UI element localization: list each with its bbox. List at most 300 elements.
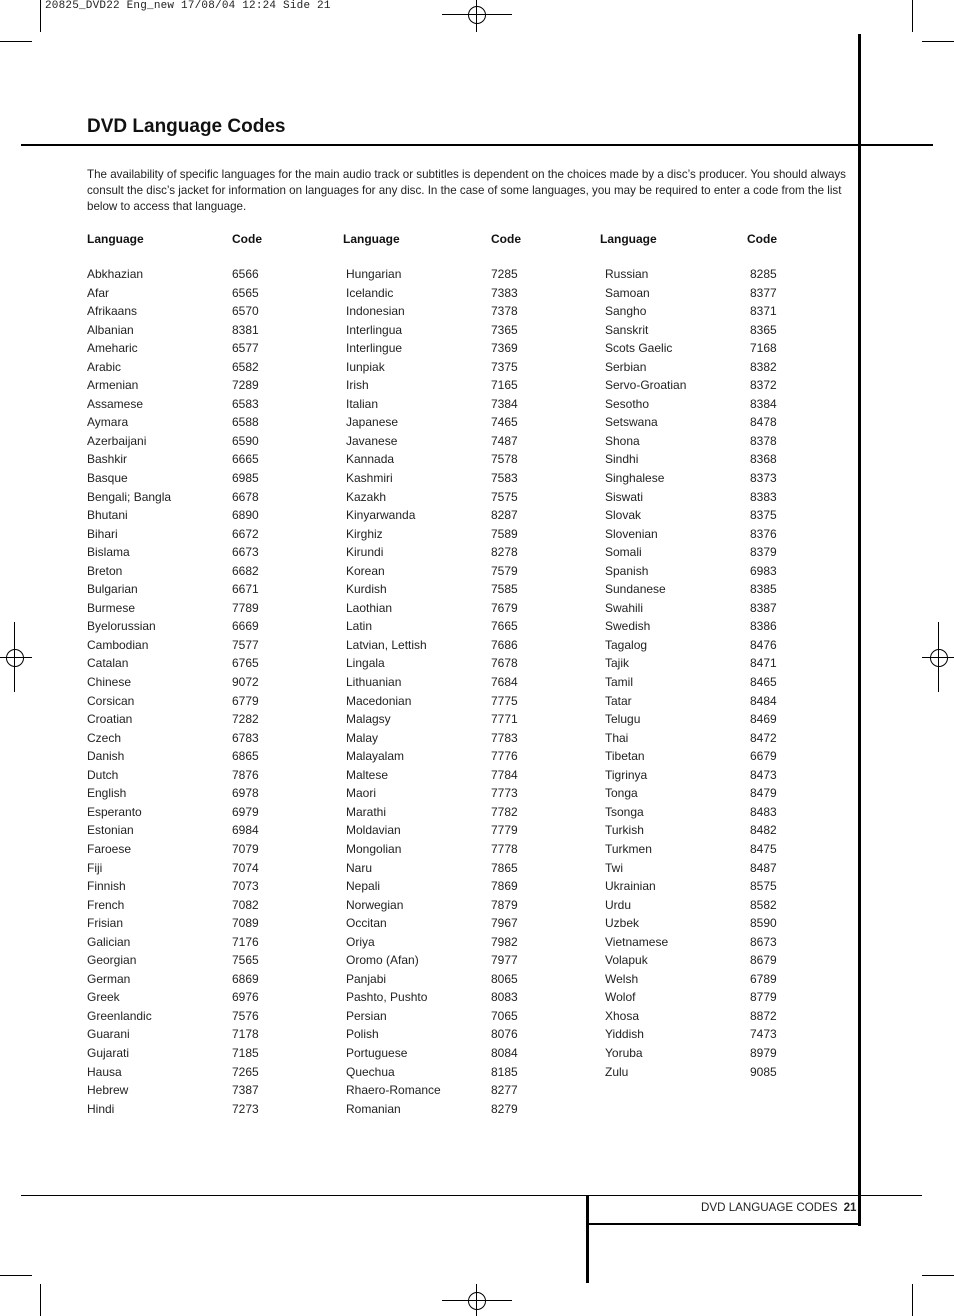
language-code: 8476	[750, 637, 777, 652]
table-row	[87, 488, 287, 507]
table-row	[87, 1081, 287, 1100]
table-row	[87, 821, 287, 840]
crop-mark	[922, 41, 954, 42]
language-name: Assamese	[87, 396, 144, 411]
table-row	[346, 1081, 546, 1100]
table-row	[87, 617, 287, 636]
table-row	[605, 265, 805, 284]
table-row	[87, 803, 287, 822]
table-row	[87, 525, 287, 544]
language-name: Telugu	[605, 712, 641, 727]
language-code: 8475	[750, 841, 777, 856]
registration-line	[442, 1300, 512, 1301]
language-code: 8278	[491, 545, 518, 560]
language-code: 6590	[232, 433, 259, 448]
language-name: Mongolian	[346, 841, 402, 856]
language-name: Afrikaans	[87, 304, 138, 319]
table-row	[87, 877, 287, 896]
language-name: Marathi	[346, 804, 387, 819]
table-row	[605, 1025, 805, 1044]
table-row	[605, 896, 805, 915]
language-name: Malay	[346, 730, 379, 745]
table-row	[346, 1100, 546, 1119]
table-row	[605, 692, 805, 711]
table-row	[605, 970, 805, 989]
language-code: 6890	[232, 508, 259, 523]
language-name: Bislama	[87, 545, 130, 560]
language-name: Basque	[87, 471, 128, 486]
table-row	[87, 432, 287, 451]
language-code: 6565	[232, 285, 259, 300]
table-row	[346, 692, 546, 711]
language-name: Somali	[605, 545, 642, 560]
language-name: Abkhazian	[87, 267, 144, 281]
language-code: 7473	[750, 1027, 777, 1042]
page-title: DVD Language Codes	[87, 116, 286, 137]
table-row	[605, 673, 805, 692]
table-row	[605, 636, 805, 655]
language-name: Albanian	[87, 322, 134, 337]
table-row	[346, 636, 546, 655]
language-name: Esperanto	[87, 804, 142, 819]
language-name: Urdu	[605, 897, 632, 912]
language-code: 6671	[232, 582, 259, 597]
table-row	[87, 413, 287, 432]
registration-line	[14, 622, 15, 692]
language-name: Nepali	[346, 879, 381, 894]
language-name: Samoan	[605, 285, 650, 300]
language-code: 7378	[491, 304, 518, 319]
language-name: Corsican	[87, 693, 135, 708]
language-code: 7384	[491, 396, 518, 411]
table-row	[346, 302, 546, 321]
language-name: Tatar	[605, 693, 632, 708]
language-name: Interlingua	[346, 322, 403, 337]
language-name: Wolof	[605, 990, 636, 1005]
table-row	[605, 525, 805, 544]
language-name: Bulgarian	[87, 582, 138, 597]
language-name: Latin	[346, 619, 373, 634]
language-name: Irish	[346, 378, 369, 393]
table-row	[87, 1025, 287, 1044]
language-name: Croatian	[87, 712, 133, 727]
language-name: Byelorussian	[87, 619, 156, 634]
language-name: Cambodian	[87, 637, 149, 652]
table-row	[346, 710, 546, 729]
language-code: 8084	[491, 1045, 518, 1060]
table-row	[87, 506, 287, 525]
language-code: 8487	[750, 860, 777, 875]
language-name: Korean	[346, 563, 385, 578]
table-row	[346, 376, 546, 395]
language-code: 8365	[750, 322, 777, 337]
language-code: 8277	[491, 1083, 518, 1098]
table-row	[87, 933, 287, 952]
language-name: Kannada	[346, 452, 395, 467]
language-name: Bashkir	[87, 452, 128, 467]
table-row	[87, 339, 287, 358]
table-row	[346, 284, 546, 303]
language-name: Aymara	[87, 415, 129, 430]
language-name: Afar	[87, 285, 110, 300]
table-row	[605, 840, 805, 859]
language-name: Portuguese	[346, 1045, 408, 1060]
language-code: 7782	[491, 804, 518, 819]
language-code: 9072	[232, 675, 259, 690]
language-code: 7578	[491, 452, 518, 467]
table-row	[605, 654, 805, 673]
language-name: Finnish	[87, 879, 126, 894]
language-name: Setswana	[605, 415, 658, 430]
table-row	[346, 933, 546, 952]
table-row	[87, 562, 287, 581]
language-name: Yoruba	[605, 1045, 643, 1060]
language-code: 6672	[232, 526, 259, 541]
table-row	[87, 265, 287, 284]
table-row	[346, 321, 546, 340]
table-row	[87, 747, 287, 766]
table-row	[605, 1063, 805, 1082]
table-row	[605, 302, 805, 321]
language-code: 7684	[491, 675, 518, 690]
language-name: Singhalese	[605, 471, 665, 486]
language-name: Malagsy	[346, 712, 391, 727]
table-row	[87, 710, 287, 729]
language-name: Twi	[605, 860, 623, 875]
language-code: 7265	[232, 1064, 259, 1079]
registration-mark-icon	[6, 649, 24, 667]
table-row	[605, 1044, 805, 1063]
table-row	[605, 580, 805, 599]
language-code: 8473	[750, 767, 777, 782]
table-row	[87, 284, 287, 303]
language-name: Greenlandic	[87, 1008, 152, 1023]
language-name: Tamil	[605, 675, 634, 690]
language-name: Burmese	[87, 600, 136, 615]
table-row	[346, 1007, 546, 1026]
language-code: 8575	[750, 879, 777, 894]
language-name: Japanese	[346, 415, 399, 430]
language-header: Language	[343, 232, 400, 246]
language-code: 8378	[750, 433, 777, 448]
table-row	[87, 654, 287, 673]
registration-line	[0, 657, 32, 658]
language-code: 8373	[750, 471, 777, 486]
language-name: Tonga	[605, 786, 638, 801]
language-name: Slovenian	[605, 526, 658, 541]
table-row	[605, 562, 805, 581]
language-code: 9085	[750, 1064, 777, 1079]
language-code: 8471	[750, 656, 777, 671]
table-row	[346, 840, 546, 859]
language-name: Lithuanian	[346, 675, 402, 690]
language-name: Ameharic	[87, 341, 138, 356]
language-code: 7579	[491, 563, 518, 578]
language-name: Tsonga	[605, 804, 644, 819]
table-row	[605, 543, 805, 562]
language-code: 7869	[491, 879, 518, 894]
language-code: 7273	[232, 1101, 259, 1116]
language-code: 6582	[232, 359, 259, 374]
table-row	[346, 432, 546, 451]
table-row	[346, 488, 546, 507]
language-code: 8375	[750, 508, 777, 523]
language-name: Slovak	[605, 508, 642, 523]
language-name: Bihari	[87, 526, 118, 541]
table-row	[87, 1007, 287, 1026]
footer-section: DVD LANGUAGE CODES	[701, 1201, 838, 1214]
language-code: 6869	[232, 971, 259, 986]
table-row	[605, 766, 805, 785]
table-row	[605, 488, 805, 507]
table-row	[605, 339, 805, 358]
language-code: 8382	[750, 359, 777, 374]
table-row	[605, 933, 805, 952]
language-code: 6978	[232, 786, 259, 801]
language-name: Hungarian	[346, 267, 402, 281]
language-code: 7589	[491, 526, 518, 541]
language-name: Macedonian	[346, 693, 412, 708]
language-code: 7876	[232, 767, 259, 782]
table-row	[605, 413, 805, 432]
table-row	[605, 432, 805, 451]
table-row	[605, 617, 805, 636]
language-name: Moldavian	[346, 823, 401, 838]
language-name: Fiji	[87, 860, 103, 875]
table-row	[346, 747, 546, 766]
language-code: 8483	[750, 804, 777, 819]
language-name: Xhosa	[605, 1008, 640, 1023]
language-name: English	[87, 786, 127, 801]
language-code: 6577	[232, 341, 259, 356]
language-code: 7575	[491, 489, 518, 504]
language-code: 7375	[491, 359, 518, 374]
language-name: Gujarati	[87, 1045, 130, 1060]
language-code: 8469	[750, 712, 777, 727]
language-code: 6583	[232, 396, 259, 411]
table-row	[346, 803, 546, 822]
language-name: Chinese	[87, 675, 132, 690]
language-name: Romanian	[346, 1101, 401, 1116]
language-name: Guarani	[87, 1027, 130, 1042]
registration-line	[938, 622, 939, 692]
language-name: Volapuk	[605, 953, 648, 968]
registration-mark-icon	[930, 649, 948, 667]
language-code: 7977	[491, 953, 518, 968]
language-name: Swedish	[605, 619, 651, 634]
table-row	[87, 673, 287, 692]
crop-mark	[912, 0, 913, 32]
language-name: Sesotho	[605, 396, 650, 411]
language-code: 6679	[750, 749, 777, 764]
language-name: Uzbek	[605, 916, 640, 931]
table-row	[87, 1044, 287, 1063]
language-name: Faroese	[87, 841, 132, 856]
table-row	[87, 859, 287, 878]
table-row	[346, 821, 546, 840]
table-row	[346, 580, 546, 599]
language-code: 8076	[491, 1027, 518, 1042]
table-row	[605, 599, 805, 618]
crop-mark	[912, 1284, 913, 1316]
language-name: Georgian	[87, 953, 137, 968]
language-code: 7583	[491, 471, 518, 486]
language-code: 7576	[232, 1008, 259, 1023]
language-name: Armenian	[87, 378, 139, 393]
crop-mark	[0, 1275, 32, 1276]
language-code: 7678	[491, 656, 518, 671]
table-row	[346, 413, 546, 432]
language-name: Siswati	[605, 489, 644, 504]
language-code: 6570	[232, 304, 259, 319]
language-code: 8371	[750, 304, 777, 319]
table-row	[605, 877, 805, 896]
table-row	[346, 859, 546, 878]
language-code: 7967	[491, 916, 518, 931]
table-row	[346, 896, 546, 915]
language-name: Quechua	[346, 1064, 395, 1079]
language-code: 7565	[232, 953, 259, 968]
language-name: Pashto, Pushto	[346, 990, 428, 1005]
language-code: 6976	[232, 990, 259, 1005]
language-code: 8287	[491, 508, 518, 523]
table-row	[87, 376, 287, 395]
table-row	[346, 1044, 546, 1063]
table-row	[346, 673, 546, 692]
language-name: Serbian	[605, 359, 647, 374]
table-row	[346, 506, 546, 525]
language-name: Zulu	[605, 1064, 629, 1079]
crop-mark	[40, 1284, 41, 1316]
language-code: 8484	[750, 693, 777, 708]
table-row	[605, 859, 805, 878]
language-name: Javanese	[346, 433, 398, 448]
right-margin-bar	[858, 34, 861, 1226]
language-name: Persian	[346, 1008, 387, 1023]
language-code: 8479	[750, 786, 777, 801]
footer-rule	[21, 1195, 922, 1196]
language-name: Yiddish	[605, 1027, 644, 1042]
language-name: Hebrew	[87, 1083, 129, 1098]
language-name: Arabic	[87, 359, 122, 374]
language-name: Rhaero-Romance	[346, 1083, 441, 1098]
registration-mark-icon	[468, 1292, 486, 1310]
language-code: 8590	[750, 916, 777, 931]
language-name: Ukrainian	[605, 879, 656, 894]
table-row	[346, 562, 546, 581]
table-row	[87, 729, 287, 748]
language-code: 8384	[750, 396, 777, 411]
language-code: 7879	[491, 897, 518, 912]
language-header: Language	[600, 232, 657, 246]
table-row	[605, 506, 805, 525]
table-row	[346, 450, 546, 469]
language-name: Russian	[605, 267, 649, 281]
language-name: Tagalog	[605, 637, 648, 652]
language-name: Polish	[346, 1027, 379, 1042]
table-row	[87, 580, 287, 599]
language-code: 6985	[232, 471, 259, 486]
language-code: 7165	[491, 378, 518, 393]
table-row	[605, 284, 805, 303]
language-code: 7771	[491, 712, 518, 727]
page-footer	[701, 1201, 856, 1214]
language-code: 8383	[750, 489, 777, 504]
page-number: 21	[843, 1201, 857, 1214]
code-header: Code	[747, 232, 777, 246]
language-name: Turkish	[605, 823, 644, 838]
language-name: Icelandic	[346, 285, 394, 300]
table-row	[87, 840, 287, 859]
language-name: Maori	[346, 786, 377, 801]
table-row	[346, 766, 546, 785]
language-code: 6765	[232, 656, 259, 671]
language-column-1	[87, 265, 287, 1118]
table-row	[346, 877, 546, 896]
table-row	[346, 617, 546, 636]
language-name: Greek	[87, 990, 120, 1005]
title-rule	[21, 144, 933, 146]
table-row	[605, 1007, 805, 1026]
table-row	[87, 914, 287, 933]
table-row	[605, 376, 805, 395]
language-name: Danish	[87, 749, 125, 764]
language-name: Shona	[605, 433, 640, 448]
table-row	[87, 636, 287, 655]
language-code: 8478	[750, 415, 777, 430]
registration-line	[476, 1284, 477, 1316]
language-name: Breton	[87, 563, 123, 578]
language-code: 6984	[232, 823, 259, 838]
table-row	[605, 450, 805, 469]
language-code: 7779	[491, 823, 518, 838]
language-name: Kazakh	[346, 489, 387, 504]
language-code: 8872	[750, 1008, 777, 1023]
table-row	[605, 803, 805, 822]
language-code: 7465	[491, 415, 518, 430]
footer-vertical-bar	[586, 1195, 589, 1283]
table-row	[605, 358, 805, 377]
table-row	[346, 914, 546, 933]
table-row	[605, 710, 805, 729]
language-name: Bengali; Bangla	[87, 489, 172, 504]
language-code: 8679	[750, 953, 777, 968]
language-code: 8465	[750, 675, 777, 690]
table-row	[87, 896, 287, 915]
language-code: 6789	[750, 971, 777, 986]
language-name: Indonesian	[346, 304, 405, 319]
language-code: 7285	[491, 267, 518, 281]
language-code: 7082	[232, 897, 259, 912]
table-row	[346, 599, 546, 618]
language-code: 7178	[232, 1027, 259, 1042]
language-name: Sanskrit	[605, 322, 649, 337]
language-code: 7168	[750, 341, 777, 356]
table-row	[346, 395, 546, 414]
registration-line	[442, 14, 512, 15]
intro-paragraph: The availability of specific languages for the main audio track or subtitles is dependent on the choices made by a disc’s producer. You should always consult the disc’s jacket for information on languages for any disc. In the case of some languages, you may be required to enter a code from the list below to access that language.	[87, 168, 846, 213]
table-row	[346, 951, 546, 970]
table-row	[346, 543, 546, 562]
language-name: Kurdish	[346, 582, 387, 597]
table-row	[346, 339, 546, 358]
language-name: Catalan	[87, 656, 129, 671]
registration-mark-icon	[468, 6, 486, 24]
language-code: 8376	[750, 526, 777, 541]
table-row	[346, 1025, 546, 1044]
language-code: 7487	[491, 433, 518, 448]
table-row	[87, 450, 287, 469]
